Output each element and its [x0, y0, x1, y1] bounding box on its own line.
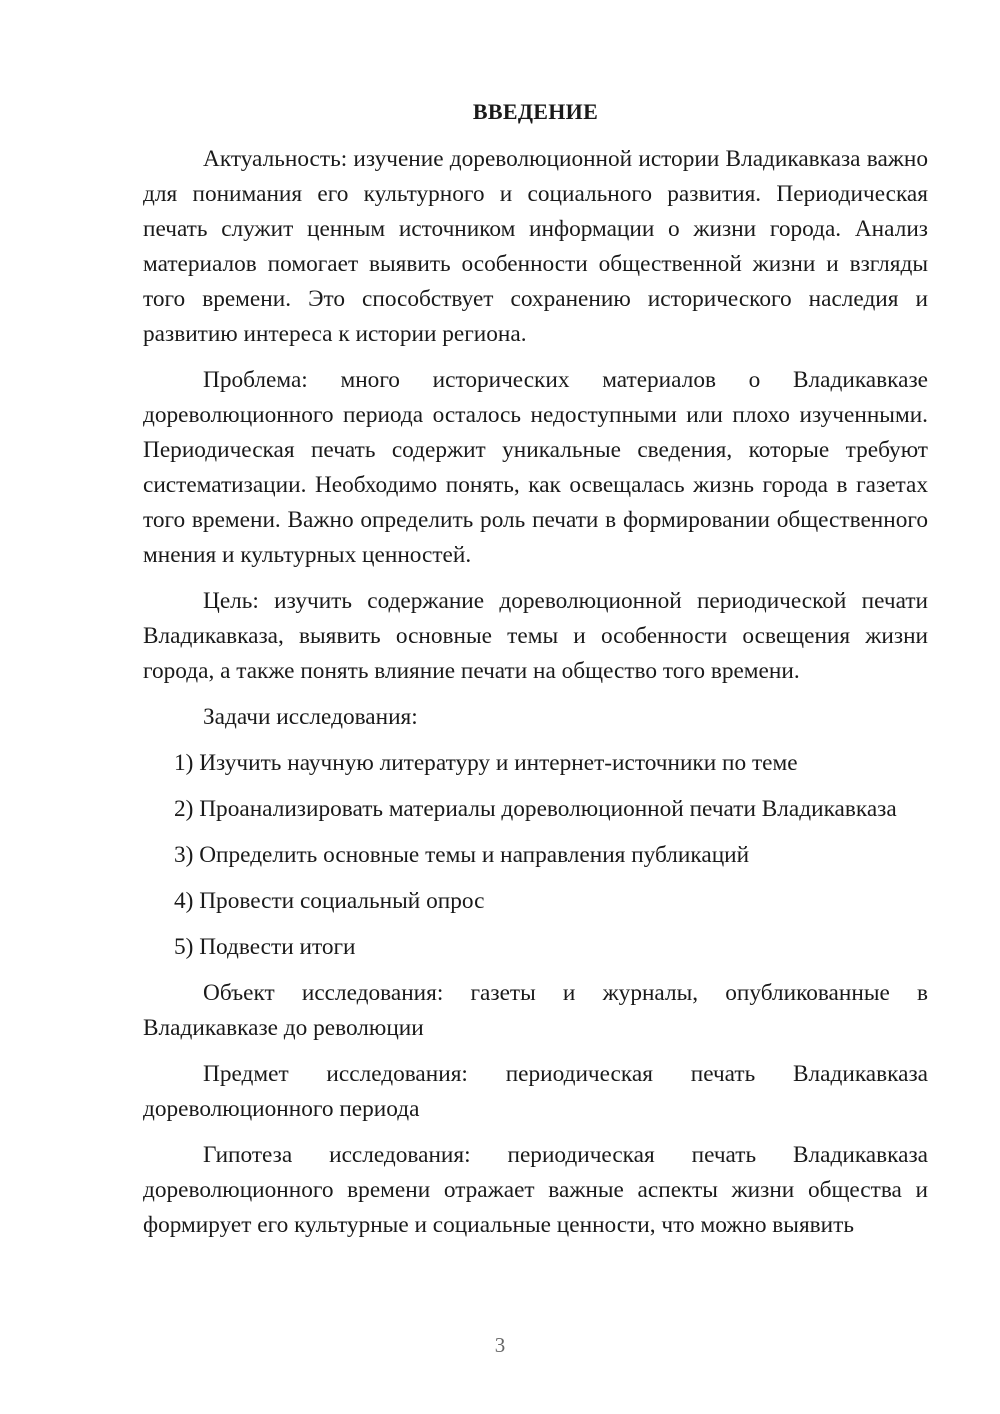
paragraph-subject: Предмет исследования: периодическая печать Владикавказа дореволюционного периода [143, 1061, 928, 1122]
task-item: 5) Подвести итоги [174, 934, 356, 960]
task-item: 3) Определить основные темы и направления публикаций [174, 842, 750, 868]
paragraph-problem: Проблема: много исторических материалов о Владикавказе дореволюционного периода осталось недоступными или плохо изученными. Периодическая печать содержит уникальные сведения, которые требуют систематизации. Необходимо понять, как освещалась жизнь города в газетах того времени. Важно определить роль печати в формировании общественного мнения и культурных ценностей. [143, 367, 928, 568]
page-title: ВВЕДЕНИЕ [472, 99, 599, 124]
paragraph-object: Объект исследования: газеты и журналы, опубликованные в Владикавказе до революции [143, 980, 928, 1041]
task-item: 2) Проанализировать материалы дореволюционной печати Владикавказа [174, 796, 897, 822]
document-body [143, 142, 928, 1254]
paragraph-goal: Цель: изучить содержание дореволюционной периодической печати Владикавказа, выявить основные темы и особенности освещения жизни города, а также понять влияние печати на общество того времени. [143, 588, 928, 684]
task-item: 4) Провести социальный опрос [174, 888, 485, 914]
paragraph-relevance: Актуальность: изучение дореволюционной истории Владикавказа важно для понимания его культурного и социального развития. Периодическая печать служит ценным источником информации о жизни города. Анализ материалов помогает выявить особенности общественной жизни и взгляды того времени. Это способствует сохранению исторического наследия и развитию интереса к истории региона. [143, 146, 928, 347]
paragraph-hypothesis: Гипотеза исследования: периодическая печать Владикавказа дореволюционного времени отражает важные аспекты жизни общества и формирует его культурные и социальные ценности, что можно выявить [143, 1142, 928, 1238]
page-number: 3 [494, 1333, 506, 1357]
task-item: 1) Изучить научную литературу и интернет-источники по теме [174, 750, 798, 776]
tasks-heading: Задачи исследования: [203, 704, 418, 730]
